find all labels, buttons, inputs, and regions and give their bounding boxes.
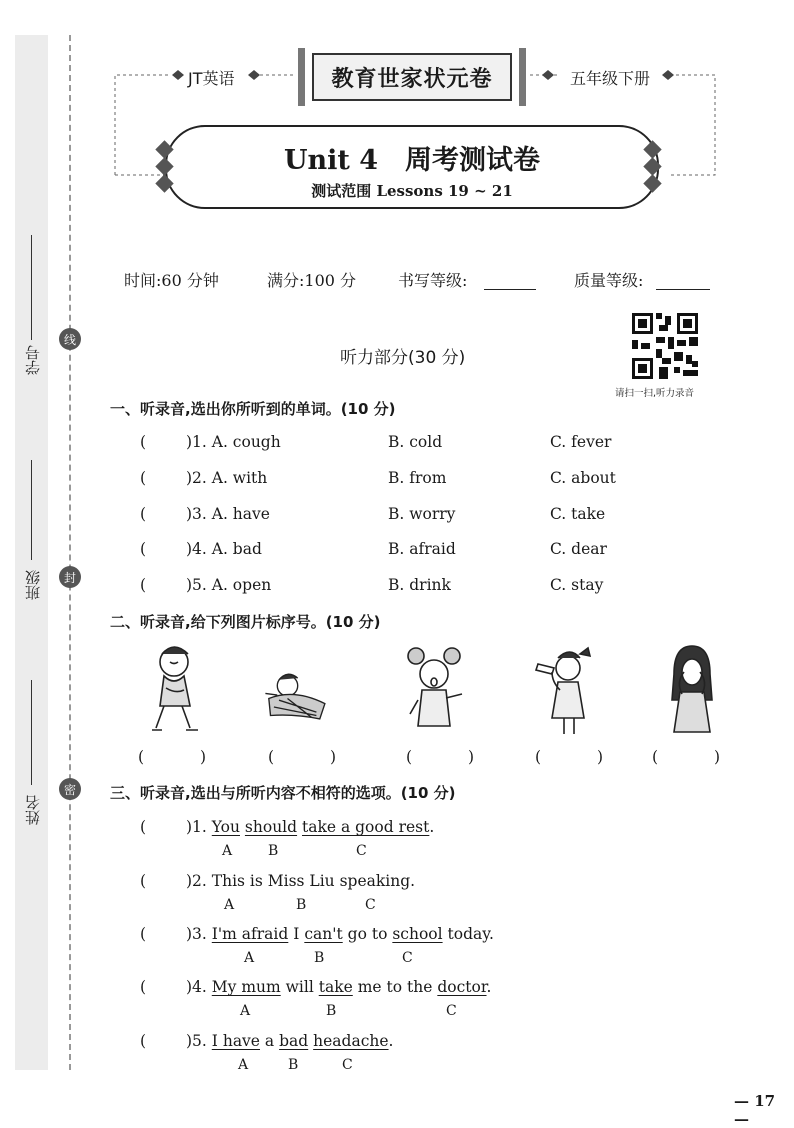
- item-option-c[interactable]: C. fever: [550, 433, 612, 451]
- item-option-b[interactable]: B. cold: [388, 433, 443, 451]
- option-c[interactable]: doctor: [437, 978, 487, 996]
- seal-secret-mark: 密: [59, 778, 81, 800]
- series-title: 教育世家状元卷: [312, 53, 512, 101]
- grade-label: 五年级下册: [570, 69, 651, 88]
- item-option-b[interactable]: B. afraid: [388, 540, 456, 558]
- item-option-c[interactable]: C. about: [550, 469, 616, 487]
- item-option-a[interactable]: )5. A. open: [186, 576, 272, 594]
- girl-coughing-icon: [400, 640, 468, 740]
- class-blank[interactable]: [31, 460, 32, 560]
- section3-sentence-2: )2. This is Miss Liu speaking.: [186, 872, 416, 890]
- seal-seal-mark: 封: [59, 566, 81, 588]
- writing-grade-label: 书写等级:: [398, 271, 468, 290]
- section3-title: 三、听录音,选出与所听内容不相符的选项。(10 分): [110, 784, 456, 802]
- qr-code-icon[interactable]: [632, 313, 698, 379]
- student-id-label: 学号: [24, 345, 42, 375]
- option-c[interactable]: school: [392, 925, 443, 943]
- section3-sentence-5: )5. I have a bad headache.: [186, 1032, 394, 1050]
- section3-sentence-4: )4. My mum will take me to the doctor.: [186, 978, 492, 996]
- test-scope: 测试范围 Lessons 19 ~ 21: [311, 182, 513, 200]
- item-option-c[interactable]: C. dear: [550, 540, 607, 558]
- quality-grade-blank[interactable]: [656, 272, 710, 290]
- page-title: Unit 4 周考测试卷: [283, 145, 541, 176]
- item-option-b[interactable]: B. worry: [388, 505, 456, 523]
- option-a[interactable]: You: [211, 818, 240, 836]
- writing-grade-blank[interactable]: [484, 272, 536, 290]
- option-a[interactable]: I have: [211, 1032, 260, 1050]
- option-b[interactable]: should: [244, 818, 298, 836]
- seal-line-mark: 线: [59, 328, 81, 350]
- girl-headache-icon: [658, 640, 726, 740]
- option-b[interactable]: can't: [304, 925, 343, 943]
- option-c[interactable]: take a good rest: [302, 818, 430, 836]
- name-blank[interactable]: [31, 680, 32, 785]
- qr-caption: 请扫一扫,听力录音: [615, 388, 695, 399]
- listening-heading: 听力部分(30 分): [340, 348, 466, 368]
- option-b[interactable]: take: [318, 978, 353, 996]
- publisher-label: JT英语: [188, 69, 235, 88]
- section3-sentence-3: )3. I'm afraid I can't go to school today.: [186, 925, 494, 943]
- option-a[interactable]: My mum: [211, 978, 281, 996]
- section2-title: 二、听录音,给下列图片标序号。(10 分): [110, 613, 381, 631]
- cut-line: [69, 35, 71, 1070]
- class-label: 班级: [24, 570, 42, 600]
- item-option-a[interactable]: )4. A. bad: [186, 540, 262, 558]
- page-number: — 17 —: [734, 1092, 776, 1128]
- girl-drinking-icon: [530, 640, 598, 740]
- section1-title: 一、听录音,选出你所听到的单词。(10 分): [110, 400, 396, 418]
- option-b[interactable]: bad: [279, 1032, 309, 1050]
- quality-grade-label: 质量等级:: [574, 271, 644, 290]
- item-option-c[interactable]: C. take: [550, 505, 606, 523]
- name-label: 姓名: [24, 795, 42, 825]
- item-option-b[interactable]: B. from: [388, 469, 447, 487]
- boy-holding-stomach-icon: [140, 640, 208, 740]
- section3-sentence-1: )1. You should take a good rest.: [186, 818, 435, 836]
- item-option-a[interactable]: )1. A. cough: [186, 433, 281, 451]
- item-option-a[interactable]: )2. A. with: [186, 469, 268, 487]
- item-option-a[interactable]: )3. A. have: [186, 505, 270, 523]
- option-a[interactable]: I'm afraid: [211, 925, 289, 943]
- student-id-blank[interactable]: [31, 235, 32, 340]
- boy-in-bed-icon: [262, 640, 330, 740]
- item-option-b[interactable]: B. drink: [388, 576, 451, 594]
- option-c[interactable]: headache: [313, 1032, 389, 1050]
- series-scroll: [298, 48, 526, 106]
- full-score-info: 满分:100 分: [267, 271, 357, 290]
- item-option-c[interactable]: C. stay: [550, 576, 604, 594]
- time-info: 时间:60 分钟: [124, 271, 219, 290]
